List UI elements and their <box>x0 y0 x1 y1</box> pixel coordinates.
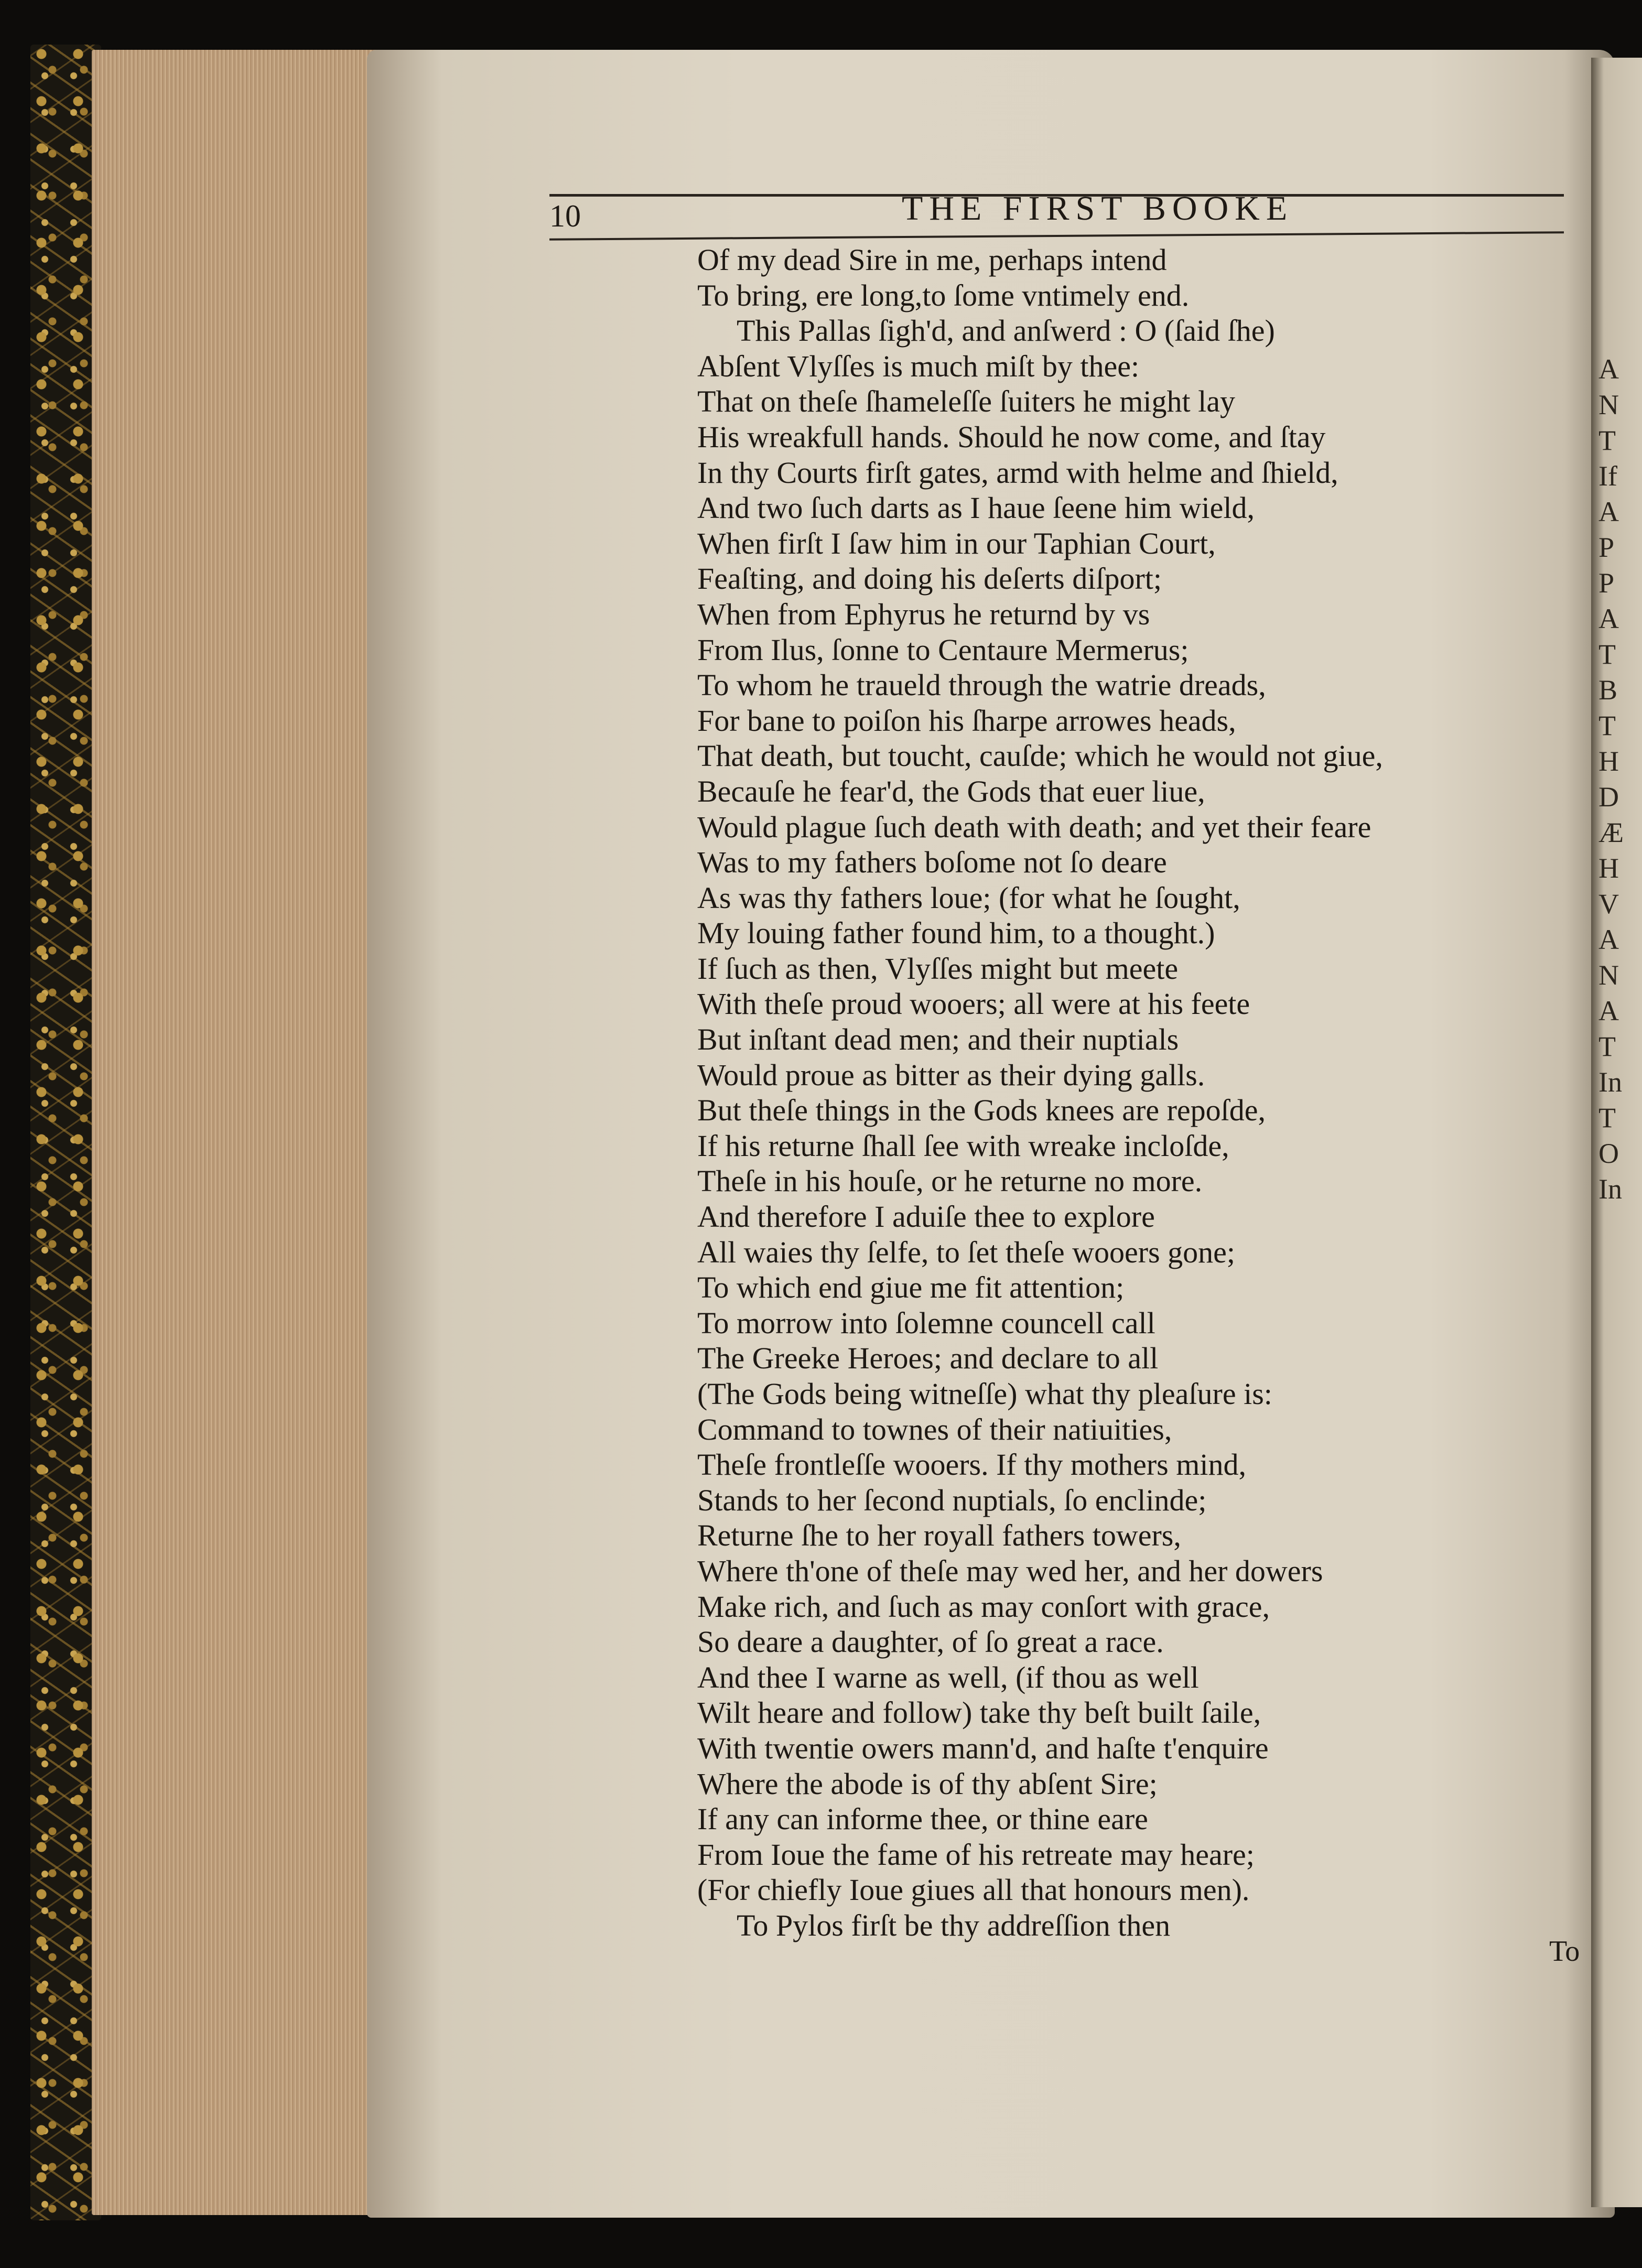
next-page-letter: N <box>1598 389 1619 420</box>
verse-line: Was to my fathers boſome not ſo deare <box>697 845 1167 880</box>
next-page-letter: In <box>1598 1066 1622 1098</box>
next-page-letter: N <box>1598 959 1619 991</box>
verse-line: When firſt I ſaw him in our Taphian Court, <box>697 526 1216 560</box>
next-page-letter: A <box>1598 353 1619 385</box>
verse-line: Make rich, and ſuch as may conſort with grace, <box>697 1589 1270 1624</box>
next-page-letter: T <box>1598 710 1616 741</box>
verse-line: To bring, ere long,to ſome vntimely end. <box>697 278 1190 312</box>
next-page-letter: In <box>1598 1173 1622 1205</box>
next-page-letter: B <box>1598 674 1618 706</box>
verse-line: To morrow into ſolemne councell call <box>697 1305 1155 1340</box>
verse-line: Becauſe he fear'd, the Gods that euer liue, <box>697 774 1205 808</box>
verse-line: Abſent Vlyſſes is much miſt by thee: <box>697 349 1140 383</box>
verse-line: That death, but toucht, cauſde; which he would not giue, <box>697 739 1383 773</box>
verse-line: All waies thy ſelfe, to ſet theſe wooers gone; <box>697 1235 1235 1269</box>
running-title: THE FIRST BOOKE <box>902 189 1294 228</box>
page-number: 10 <box>549 199 581 233</box>
verse-line: To Pylos firſt be thy addreſſion then <box>737 1908 1171 1942</box>
verse-line: And thee I warne as well, (if thou as well <box>697 1660 1199 1694</box>
next-page-letter: T <box>1598 425 1616 456</box>
verse-line: When from Ephyrus he returnd by vs <box>697 597 1150 631</box>
verse-line: For bane to poiſon his ſharpe arrowes heads, <box>697 703 1236 738</box>
next-page-letter: Æ <box>1598 817 1624 848</box>
verse-line: From Ioue the fame of his retreate may heare; <box>697 1837 1255 1872</box>
verse-line: His wreakfull hands. Should he now come, and ſtay <box>697 419 1326 454</box>
verse-text <box>697 242 1562 1943</box>
verse-line: To which end giue me fit attention; <box>697 1270 1125 1305</box>
next-page-letter: If <box>1598 460 1617 492</box>
verse-line: But inſtant dead men; and their nuptials <box>697 1022 1179 1057</box>
verse-line: With twentie owers mann'd, and haſte t'enquire <box>697 1731 1269 1765</box>
verse-line: From Ilus, ſonne to Centaure Mermerus; <box>697 632 1189 667</box>
verse-line: Stands to her ſecond nuptials, ſo enclinde; <box>697 1483 1207 1517</box>
verse-line: Theſe in his houſe, or he returne no more. <box>697 1164 1203 1198</box>
verse-line: But theſe things in the Gods knees are repoſde, <box>697 1093 1266 1128</box>
verse-line: Of my dead Sire in me, perhaps intend <box>697 243 1167 277</box>
next-page-letter: T <box>1598 639 1616 670</box>
verse-line: Returne ſhe to her royall fathers towers, <box>697 1518 1181 1553</box>
verse-line: As was thy fathers loue; (for what he ſought, <box>697 880 1240 915</box>
next-page-letter: H <box>1598 852 1619 884</box>
verse-line: If ſuch as then, Vlyſſes might but meete <box>697 951 1179 986</box>
next-page-letter: P <box>1598 567 1615 599</box>
next-page-letter: P <box>1598 532 1615 563</box>
verse-line: (For chiefly Ioue giues all that honours men). <box>697 1873 1250 1907</box>
verse-line: (The Gods being witneſſe) what thy pleaſure is: <box>697 1377 1272 1411</box>
next-page-letter: A <box>1598 603 1619 634</box>
verse-line: If his returne ſhall ſee with wreake incloſde, <box>697 1128 1229 1163</box>
verse-line: The Greeke Heroes; and declare to all <box>697 1341 1159 1376</box>
next-page-letter: A <box>1598 924 1619 955</box>
verse-line: This Pallas ſigh'd, and anſwerd : O (ſaid ſhe) <box>737 314 1275 348</box>
next-page-letter: D <box>1598 781 1619 813</box>
next-page-letter: A <box>1598 995 1619 1027</box>
next-page-letter: A <box>1598 496 1619 527</box>
next-page-letter: T <box>1598 1031 1616 1062</box>
verse-line: Wilt heare and follow) take thy beſt built ſaile, <box>697 1695 1261 1730</box>
verse-line: That on theſe ſhameleſſe ſuiters he might lay <box>697 384 1235 419</box>
verse-line: Would plague ſuch death with death; and yet their feare <box>697 809 1371 844</box>
verse-line: My louing father found him, to a thought.) <box>697 916 1215 951</box>
catchword: To <box>1549 1935 1580 1968</box>
book-cover-gilt-ornament <box>30 45 101 2220</box>
next-page-letter: O <box>1598 1138 1619 1169</box>
verse-line: With theſe proud wooers; all were at his feete <box>697 987 1250 1021</box>
verse-line: Feaſting, and doing his deſerts diſport; <box>697 561 1162 596</box>
verse-line: Where th'one of theſe may wed her, and her dowers <box>697 1553 1323 1588</box>
next-page-edge <box>1591 58 1642 2207</box>
verse-line: And therefore I aduiſe thee to explore <box>697 1200 1155 1234</box>
verse-line: Command to townes of their natiuities, <box>697 1412 1172 1446</box>
verse-line: If any can informe thee, or thine eare <box>697 1802 1148 1837</box>
verse-line: Would proue as bitter as their dying galls. <box>697 1057 1205 1092</box>
next-page-letter: H <box>1598 746 1619 777</box>
verse-line: In thy Courts firſt gates, armd with helme and ſhield, <box>697 455 1338 490</box>
verse-line: To whom he traueld through the watrie dreads, <box>697 668 1266 703</box>
verse-line: Theſe frontleſſe wooers. If thy mothers mind, <box>697 1448 1246 1482</box>
verse-line: And two ſuch darts as I haue ſeene him wield, <box>697 491 1255 525</box>
next-page-letter: V <box>1598 888 1619 920</box>
verse-line: Where the abode is of thy abſent Sire; <box>697 1766 1158 1801</box>
next-page-letter: T <box>1598 1102 1616 1133</box>
page-fore-edges <box>92 50 380 2215</box>
verse-line: So deare a daughter, of ſo great a race. <box>697 1625 1164 1659</box>
